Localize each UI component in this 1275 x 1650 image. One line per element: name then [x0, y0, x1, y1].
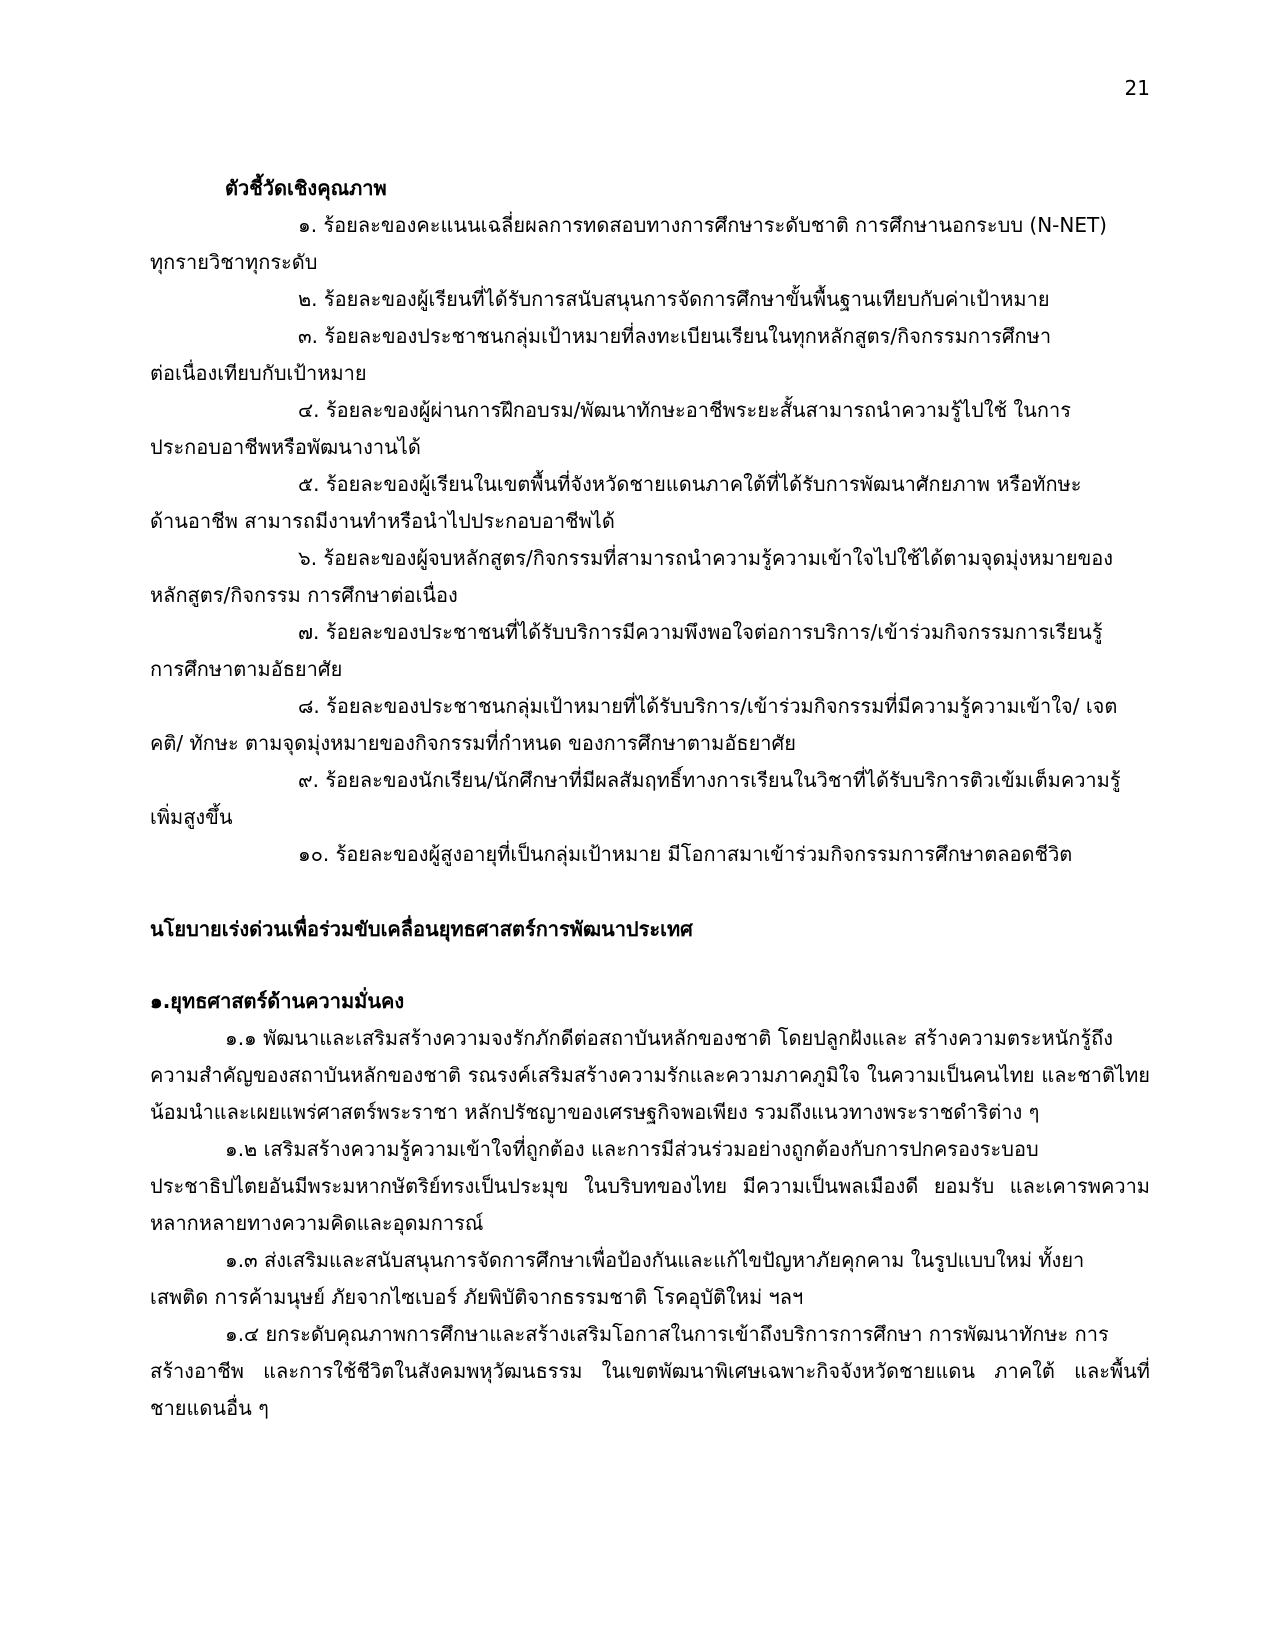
indicator-item [150, 318, 1150, 392]
strategy-heading: ๑.ยุทธศาสตร์ด้านความมั่นคง [150, 989, 405, 1013]
policy-continuation: เสพติด การค้ามนุษย์ ภัยจากไซเบอร์ ภัยพิบัติจากธรรมชาติ โรคอุบัติใหม่ ฯลฯ [150, 1285, 804, 1309]
indicator-item [150, 207, 1150, 281]
quality-indicators-list [150, 207, 1150, 873]
indicator-continuation: คติ/ ทักษะ ตามจุดมุ่งหมายของกิจกรรมที่กำหนด ของการศึกษาตามอัธยาศัย [150, 731, 796, 755]
indicator-continuation: ด้านอาชีพ สามารถมีงานทำหรือนำไปประกอบอาชีพได้ [150, 509, 615, 533]
indicator-first-line: ๑. ร้อยละของคะแนนเฉลี่ยผลการทดสอบทางการศึกษาระดับชาติ การศึกษานอกระบบ (N-NET) [298, 213, 1107, 237]
indicator-first-line: ๗. ร้อยละของประชาชนที่ได้รับบริการมีความพึงพอใจต่อการบริการ/เข้าร่วมกิจกรรมการเรียนรู้ [298, 620, 1103, 644]
indicator-item [150, 688, 1150, 762]
indicator-item [150, 466, 1150, 540]
quality-indicators-heading: ตัวชี้วัดเชิงคุณภาพ [225, 176, 387, 200]
section-spacer [150, 873, 1150, 911]
indicator-first-line: ๘. ร้อยละของประชาชนกลุ่มเป้าหมายที่ได้รับบริการ/เข้าร่วมกิจกรรมที่มีความรู้ความเข้าใจ/ เจต [298, 694, 1118, 718]
indicator-continuation: ประกอบอาชีพหรือพัฒนางานได้ [150, 435, 421, 459]
indicator-continuation: หลักสูตร/กิจกรรม การศึกษาต่อเนื่อง [150, 583, 458, 607]
indicator-first-line: ๑๐. ร้อยละของผู้สูงอายุที่เป็นกลุ่มเป้าหมาย มีโอกาสมาเข้าร่วมกิจกรรมการศึกษาตลอดชีวิต [298, 842, 1073, 866]
indicator-continuation: เพิ่มสูงขึ้น [150, 805, 233, 829]
policy-first-line: ๑.๑ พัฒนาและเสริมสร้างความจงรักภักดีต่อสถาบันหลักของชาติ โดยปลูกฝังและ สร้างความตระหนักรู้ถึง [225, 1026, 1114, 1050]
urgent-policy-heading: นโยบายเร่งด่วนเพื่อร่วมขับเคลื่อนยุทธศาสตร์การพัฒนาประเทศ [150, 917, 693, 941]
indicator-continuation: การศึกษาตามอัธยาศัย [150, 657, 343, 681]
indicator-item [150, 762, 1150, 836]
indicator-first-line: ๕. ร้อยละของผู้เรียนในเขตพื้นที่จังหวัดชายแดนภาคใต้ที่ได้รับการพัฒนาศักยภาพ หรือทักษะ [298, 472, 1082, 496]
policy-item [150, 1316, 1150, 1427]
indicator-first-line: ๙. ร้อยละของนักเรียน/นักศึกษาที่มีผลสัมฤทธิ์ทางการเรียนในวิชาที่ได้รับบริการติวเข้มเต็มความรู้ [298, 768, 1121, 792]
policy-first-line: ๑.๓ ส่งเสริมและสนับสนุนการจัดการศึกษาเพื่อป้องกันและแก้ไขปัญหาภัยคุกคาม ในรูปแบบใหม่ ทั้งยา [225, 1248, 1085, 1272]
page-number: 21 [1124, 76, 1150, 100]
indicator-item [150, 392, 1150, 466]
policy-item [150, 1242, 1150, 1316]
indicator-first-line: ๔. ร้อยละของผู้ผ่านการฝึกอบรม/พัฒนาทักษะอาชีพระยะสั้นสามารถนำความรู้ไปใช้ ในการ [298, 398, 1071, 422]
policy-item [150, 1131, 1150, 1242]
page-content [150, 170, 1150, 1427]
policy-continuation: ประชาธิปไตยอันมีพระมหากษัตริย์ทรงเป็นประมุข ในบริบทของไทย มีความเป็นพลเมืองดี ยอมรับ และเคารพความหลากหลายทางความคิดและอุดมการณ์ [150, 1174, 1150, 1235]
indicator-continuation: ทุกรายวิชาทุกระดับ [150, 250, 318, 274]
indicator-item [150, 281, 1150, 318]
policy-list [150, 1020, 1150, 1427]
indicator-first-line: ๓. ร้อยละของประชาชนกลุ่มเป้าหมายที่ลงทะเบียนเรียนในทุกหลักสูตร/กิจกรรมการศึกษา [298, 324, 1052, 348]
section-spacer [150, 948, 1150, 983]
policy-continuation: ความสำคัญของสถาบันหลักของชาติ รณรงค์เสริมสร้างความรักและความภาคภูมิใจ ในความเป็นคนไทย และชาติไทย น้อมนำและเผยแพร่ศาสตร์พระราชา หลักปรัชญาของเศรษฐกิจพอเพียง รวมถึงแนวทางพระราชดำริต่าง ๆ [150, 1063, 1150, 1124]
policy-first-line: ๑.๔ ยกระดับคุณภาพการศึกษาและสร้างเสริมโอกาสในการเข้าถึงบริการการศึกษา การพัฒนาทักษะ การ [225, 1322, 1109, 1346]
indicator-first-line: ๖. ร้อยละของผู้จบหลักสูตร/กิจกรรมที่สามารถนำความรู้ความเข้าใจไปใช้ได้ตามจุดมุ่งหมายของ [298, 546, 1114, 570]
policy-first-line: ๑.๒ เสริมสร้างความรู้ความเข้าใจที่ถูกต้อง และการมีส่วนร่วมอย่างถูกต้องกับการปกครองระบอบ [225, 1137, 1039, 1161]
policy-continuation: สร้างอาชีพ และการใช้ชีวิตในสังคมพหุวัฒนธรรม ในเขตพัฒนาพิเศษเฉพาะกิจจังหวัดชายแดน ภาคใต้ และพื้นที่ชายแดนอื่น ๆ [150, 1359, 1150, 1420]
indicator-item [150, 614, 1150, 688]
indicator-item [150, 540, 1150, 614]
indicator-continuation: ต่อเนื่องเทียบกับเป้าหมาย [150, 361, 367, 385]
indicator-first-line: ๒. ร้อยละของผู้เรียนที่ได้รับการสนับสนุนการจัดการศึกษาขั้นพื้นฐานเทียบกับค่าเป้าหมาย [298, 287, 1050, 311]
policy-item [150, 1020, 1150, 1131]
indicator-item [150, 836, 1150, 873]
